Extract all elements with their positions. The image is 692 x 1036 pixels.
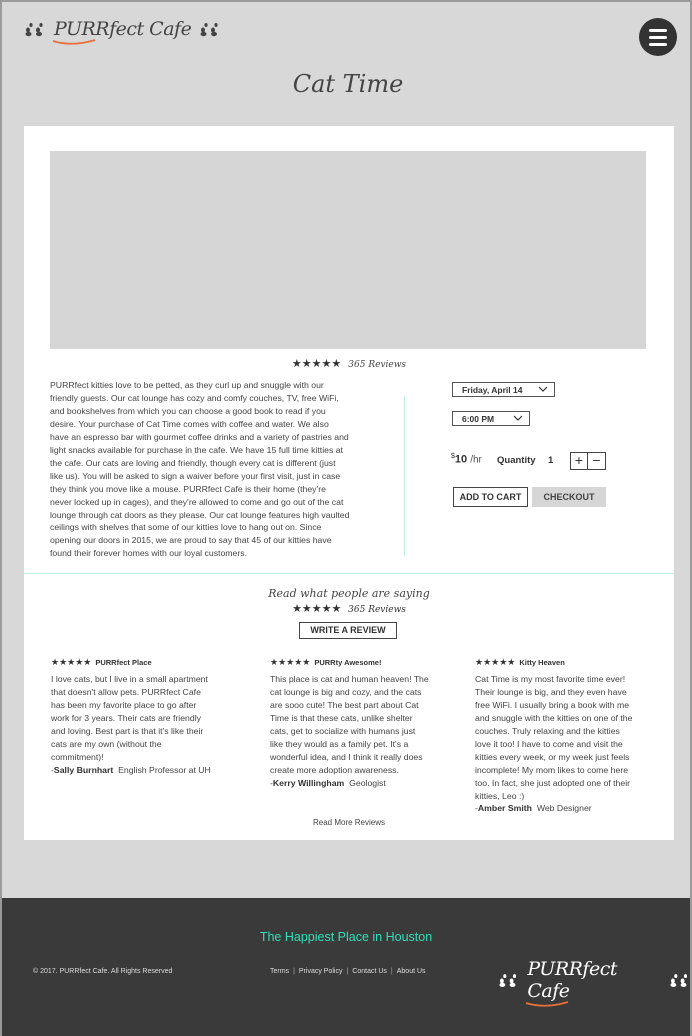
quantity-value: 1 (548, 455, 554, 466)
read-more-reviews-link[interactable]: Read More Reviews (312, 818, 386, 827)
review-title: PURRfect Place (95, 658, 152, 667)
footer-link-privacy[interactable]: Privacy Policy (298, 968, 343, 975)
add-to-cart-button[interactable]: ADD TO CART (453, 487, 528, 507)
footer-link-about[interactable]: About Us (396, 968, 426, 975)
divider (404, 396, 405, 556)
header-logo[interactable] (24, 18, 221, 40)
footer-link-terms[interactable]: Terms (270, 968, 290, 975)
rating-count: 365 Reviews (348, 360, 407, 370)
write-review-button[interactable]: WRITE A REVIEW (299, 622, 397, 639)
rating-stars: ★★★★★ (291, 358, 342, 370)
review-title: Kitty Heaven (519, 658, 565, 667)
footer-link-contact[interactable]: Contact Us (352, 968, 387, 975)
chevron-down-icon (513, 414, 523, 422)
review-author-role: Web Designer (536, 803, 592, 814)
footer-logo[interactable] (498, 958, 690, 1002)
section-divider (24, 573, 674, 574)
footer-tagline: The Happiest Place in Houston (259, 930, 433, 944)
hamburger-icon (649, 29, 667, 32)
page-title: Cat Time (292, 70, 404, 98)
quantity-label: Quantity (497, 455, 536, 466)
chevron-down-icon (538, 385, 548, 393)
review-body: Cat Time is my most favorite time ever! Their lounge is big, and they even have free WiFi. I usually bring a book with me and snuggle with the kitties on one of the couches. Truly relaxing and the kitties love it too! I have to come and visit the kitties every week, or my week just feels incomplete! My mom likes to come here too. In fact, she just adopted one of their kitties, Leo :) (475, 673, 633, 801)
review-title: PURRty Awesome! (314, 658, 382, 667)
product-description: PURRfect kitties love to be petted, as they curl up and snuggle with our friendly guests. Our cat lounge has cozy and comfy couches, TV, free WiFi, and bookshelves from which you can choose a good book to read if you desire. Your purchase of Cat Time comes with coffee and water. We also have an espresso bar with gourmet coffee drinks and a variety of pastries and light snacks available for purchase in the cafe. We have 15 full time kitties at the cafe. Our cats are loving and friendly, though every cat is different (just like us). You will be asked to sign a waiver before your first visit, just in case they think you move like a mouse. PURRfect Cafe is their home (they're never locked up in cages), and they're allowed to come and go out of the cat lounge through cat doors as they please. Our cat lounge features high vaulted ceilings with shelves that some of our kitties love to hang out on. Since opening our doors in 2015, we are proud to say that 45 of our kitties have found their forever homes with our loyal customers. (50, 380, 350, 559)
paw-icon (199, 21, 221, 37)
copyright: © 2017. PURRfect Cafe. All Rights Reserved (33, 968, 173, 975)
logo-swoosh (525, 1000, 569, 1008)
review-stars: ★★★★★ (475, 657, 516, 667)
increment-button[interactable]: + (571, 453, 588, 469)
review-card: ★★★★★ PURRfect Place I love cats, but I live in a small apartment that doesn't allow pets. PURRfect Cafe has been my favorite place to go after work for 3 years. Their cats are friendly and loving. Best part is that it's like their cats are my own (without the commitment)! -Sally Burnhart English Professor at UH (51, 657, 211, 775)
product-rating[interactable] (24, 357, 674, 370)
reviews-heading: Read what people are saying (268, 587, 430, 600)
rating-count: 365 Reviews (348, 605, 406, 615)
product-card (24, 126, 674, 840)
time-select[interactable]: 6:00 PM (452, 411, 530, 426)
review-body: I love cats, but I live in a small apartment that doesn't allow pets. PURRfect Cafe has been my favorite place to go after work for 3 years. Their cats are friendly and loving. Best part is that it's like their cats are my own (without the commitment)! (51, 673, 208, 762)
paw-icon (498, 972, 519, 988)
logo-swoosh (52, 38, 96, 46)
checkout-button[interactable]: CHECKOUT (532, 487, 606, 507)
reviews-rating (24, 602, 674, 615)
review-author-role: Geologist (349, 777, 386, 788)
review-author: Sally Burnhart (53, 764, 114, 775)
review-stars: ★★★★★ (51, 657, 92, 667)
review-author-role: English Professor at UH (118, 764, 211, 775)
review-stars: ★★★★★ (270, 657, 311, 667)
footer (2, 898, 690, 1036)
price: $10 /hr (451, 453, 482, 466)
rating-stars: ★★★★★ (292, 603, 342, 615)
product-image-placeholder (50, 151, 646, 349)
date-select[interactable]: Friday, April 14 (452, 382, 555, 397)
decrement-button[interactable]: − (592, 452, 601, 468)
hamburger-menu-button[interactable] (639, 18, 677, 56)
logo-text: PURRfect Cafe (527, 958, 660, 1002)
review-card: ★★★★★ PURRty Awesome! This place is cat and human heaven! The cat lounge is big and cozy, and the cats are sooo cute! The best part about Cat Time is that these cats, unlike shelter cats, get to socialize with humans just like they would as a family pet. It's a wonderful idea, and I think it really does create more adoption awareness. -Kerry Willingham Geologist (270, 657, 429, 788)
paw-icon (24, 21, 46, 37)
paw-icon (669, 972, 690, 988)
quantity-stepper (570, 452, 606, 470)
review-author: Amber Smith (477, 803, 532, 814)
review-body: This place is cat and human heaven! The cat lounge is big and cozy, and the cats are sooo cute! The best part about Cat Time is that these cats, unlike shelter cats, get to socialize with humans just like they would as a family pet. It's a wonderful idea, and I think it really does create more adoption awareness. (270, 673, 429, 775)
review-card: ★★★★★ Kitty Heaven Cat Time is my most favorite time ever! Their lounge is big, and they even have free WiFi. I usually bring a book with me and snuggle with the kitties on one of the couches. Truly relaxing and the kitties love it too! I have to come and visit the kitties every week, or my week just feels incomplete! My mom likes to come here too. In fact, she just adopted one of their kitties, Leo :) -Amber Smith Web Designer (475, 656, 635, 815)
footer-links: Terms | Privacy Policy | Contact Us | About Us (270, 968, 426, 975)
review-author: Kerry Willingham (272, 777, 345, 788)
logo-text: PURRfect Cafe (54, 18, 191, 40)
